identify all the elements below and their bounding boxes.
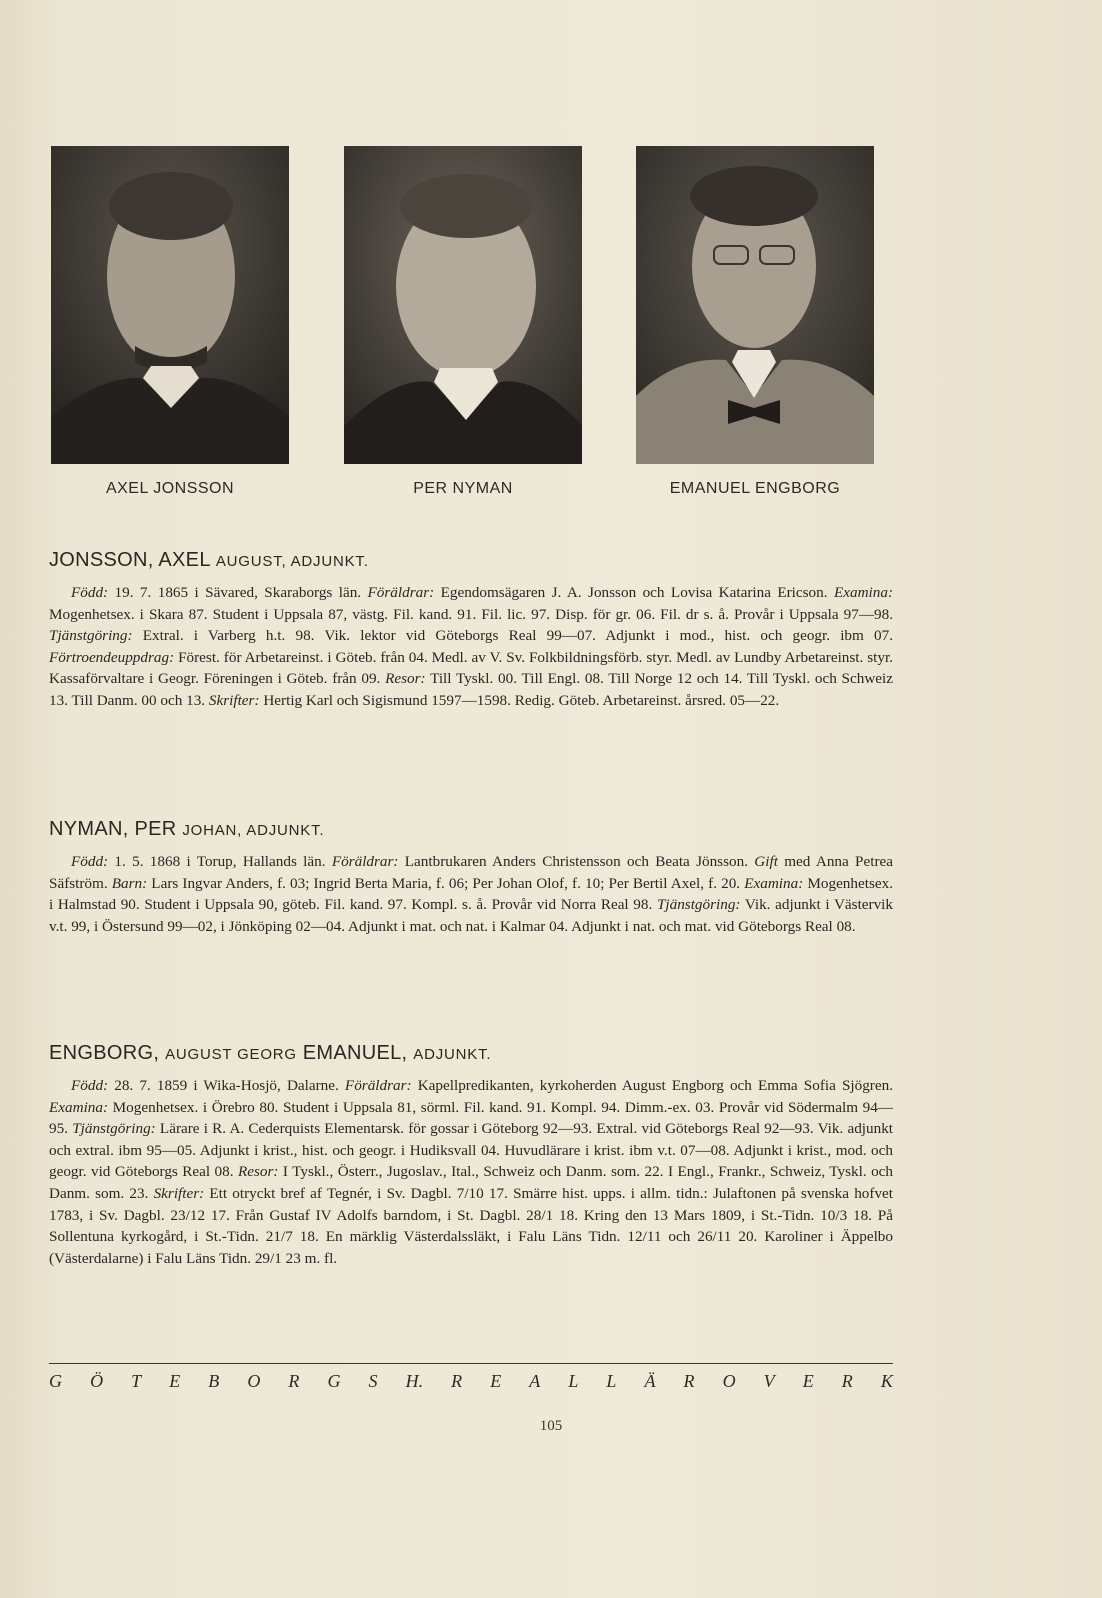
field-label: Resor: (385, 670, 426, 688)
field-text: Hertig Karl och Sigismund 1597—1598. Redig. Göteb. Arbetareinst. årsred. 05—22. (259, 691, 780, 709)
field-text: I Tyskl., Österr., Jugoslav., Ital., Schweiz och Danm. som. 22. I Engl., Frankr., Schweiz, Tyskl. och Danm. som. 23. (49, 1163, 893, 1202)
field-label: Resor: (237, 1163, 279, 1181)
footer-letter: O (247, 1371, 261, 1391)
title: ADJUNKT. (413, 1046, 492, 1063)
field-text: Lärare i R. A. Cederquists Elementarsk. för gossar i Göteborg 92—93. Extral. vid Göteborgs Real 92—93. Vik. adjunkt och extral. ibm 95—05. Adjunkt i krist., hist. och geogr. i Hudiksvall 04. Huvudlärare i krist. ibm v.t. 07—08. Adjunkt i krist., mod. och geogr. vid Göteborgs Real 08. (49, 1120, 894, 1181)
field-label: Tjänstgöring: (49, 627, 133, 645)
footer-letter: E (802, 1371, 814, 1391)
biography-entry (49, 549, 893, 712)
field-text: Extral. i Varberg h.t. 98. Vik. lektor vid Göteborgs Real 99—07. Adjunkt i mod., hist. och geogr. ibm 07. (132, 627, 893, 645)
footer-letter: R (451, 1371, 463, 1391)
field-text: Mogenhetsex. i Skara 87. Student i Uppsala 87, västg. Fil. kand. 91. Fil. lic. 97. Disp. för gr. 06. Fil. dr s. å. Provår i Uppsala 97—98. (49, 605, 893, 623)
field-label: Född: (71, 853, 109, 870)
portrait-caption: EMANUEL ENGBORG (669, 480, 841, 497)
entry-body (49, 582, 893, 712)
footer-letter: G (327, 1371, 341, 1391)
field-label: Gift (754, 853, 778, 870)
field-text: Till Tyskl. 00. Till Engl. 08. Till Norge 12 och 14. Till Tyskl. och Schweiz 13. Till Danm. 00 och 13. (49, 670, 894, 709)
footer-letter: H. (405, 1371, 424, 1391)
field-label: Examina: (49, 1098, 109, 1116)
surname: JONSSON, (49, 549, 154, 571)
call-name: EMANUEL, (302, 1042, 408, 1064)
footer-letter: E (490, 1371, 502, 1391)
field-text: 1. 5. 1868 i Torup, Hallands län. (108, 853, 332, 870)
name-and-title: AUGUST, ADJUNKT. (215, 553, 369, 570)
footer-letter: R (841, 1371, 853, 1391)
field-text: Vik. adjunkt i Västervik v.t. 99, i Östersund 99—02, i Jönköping 02—04. Adjunkt i mat. och nat. i Kalmar 04. Adjunkt i nat. och mat. vid Göteborgs Real 08. (49, 896, 893, 935)
footer-letter: A (529, 1371, 541, 1391)
field-text: Egendomsägaren J. A. Jonsson och Lovisa Katarina Ericson. (434, 584, 834, 601)
field-text: Kapellpredikanten, kyrkoherden August Engborg och Emma Sofia Sjögren. (411, 1077, 893, 1094)
footer-letter: Ö (90, 1371, 104, 1391)
footer-letter: B (208, 1371, 220, 1391)
footer-letter: O (722, 1371, 736, 1391)
footer-letter: G (49, 1371, 62, 1391)
field-text: Lantbrukaren Anders Christensson och Beata Jönsson. (398, 853, 755, 870)
biography-entry (49, 1042, 893, 1269)
portrait-caption: PER NYMAN (413, 480, 513, 497)
field-label: Skrifter: (153, 1184, 205, 1202)
field-text: Förest. för Arbetareinst. i Göteb. från 04. Medl. av V. Sv. Folkbildningsförb. styr. Medl. av Lundby Arbetareinst. styr. Kassaförvaltare i Geogr. Föreningen i Göteb. från 09. (49, 648, 893, 688)
field-text: med Anna Petrea Säfström. (49, 853, 893, 892)
field-label: Född: (71, 584, 109, 601)
given-name: PER (134, 818, 177, 840)
footer-letter: L (568, 1371, 579, 1391)
field-text: Mogenhetsex. i Örebro 80. Student i Uppsala 81, sörml. Fil. kand. 91. Kompl. 94. Dimm.-ex. 03. Provår vid Södermalm 94—95. (49, 1098, 893, 1138)
field-label: Tjänstgöring: (72, 1120, 156, 1138)
field-label: Barn: (111, 874, 148, 892)
biography-entry (49, 818, 893, 937)
field-label: Examina: (744, 874, 804, 892)
field-label: Tjänstgöring: (656, 896, 741, 914)
entry-heading (49, 818, 893, 841)
field-label: Förtroendeuppdrag: (49, 648, 175, 666)
footer-letter: L (606, 1371, 617, 1391)
field-label: Föräldrar: (367, 584, 435, 601)
portrait-photo-engborg (636, 146, 874, 464)
field-text: Mogenhetsex. i Halmstad 90. Student i Uppsala 90, göteb. Fil. kand. 97. Kompl. s. å. Provår vid Norra Real 98. (49, 874, 893, 914)
footer-letter: S (368, 1371, 378, 1391)
footer-letter: E (169, 1371, 181, 1391)
field-label: Examina: (833, 584, 893, 601)
surname: ENGBORG, (49, 1042, 160, 1064)
entry-heading (49, 1042, 893, 1065)
given-name: AXEL (158, 549, 211, 571)
portrait-caption: AXEL JONSSON (105, 480, 235, 497)
field-label: Föräldrar: (331, 853, 399, 870)
entry-body (49, 1075, 893, 1269)
footer-letter: V (763, 1371, 775, 1391)
field-label: Född: (71, 1077, 109, 1094)
footer-rule (49, 1363, 893, 1364)
field-label: Föräldrar: (344, 1077, 412, 1094)
footer-letter: K (880, 1371, 893, 1391)
portrait-photo-nyman (344, 146, 582, 464)
field-text: 28. 7. 1859 i Wika-Hosjö, Dalarne. (108, 1077, 345, 1094)
field-text: Lars Ingvar Anders, f. 03; Ingrid Berta Maria, f. 06; Per Johan Olof, f. 10; Per Bertil Axel, f. 20. (147, 874, 745, 892)
page-number: 105 (539, 1418, 563, 1434)
field-text: 19. 7. 1865 i Sävared, Skaraborgs län. (108, 584, 368, 601)
given-names: AUGUST GEORG (165, 1046, 297, 1063)
footer-letter: T (131, 1371, 142, 1391)
portrait-photo-jonsson (51, 146, 289, 464)
running-footer (49, 1371, 893, 1392)
name-and-title: JOHAN, ADJUNKT. (182, 822, 325, 839)
entry-heading (49, 549, 893, 572)
surname: NYMAN, (49, 818, 129, 840)
field-label: Skrifter: (208, 691, 260, 709)
field-text: Ett otryckt bref af Tegnér, i Sv. Dagbl. 7/10 17. Smärre hist. upps. i allm. tidn.: Julaftonen på svenska hofvet 1783, i Sv. Dagbl. 23/12 17. Från Gustaf IV Adolfs barndom, i St. Dagbl. 28/1 18. Kring den 13 Mars 1809, i St.-Tidn. 10/3 18. På Sollentuna kyrkogård, i St.-Tidn. 21/7 18. En märklig Västerdalssläkt, i Falu Läns Tidn. 12/11 och 26/11 20. Karoliner i Äppelbo (Västerdalarne) i Falu Läns Tidn. 29/1 23 m. fl. (49, 1184, 893, 1267)
footer-letter: Ä (644, 1371, 656, 1391)
footer-letter: R (683, 1371, 695, 1391)
footer-letter: R (288, 1371, 300, 1391)
entry-body (49, 851, 893, 937)
